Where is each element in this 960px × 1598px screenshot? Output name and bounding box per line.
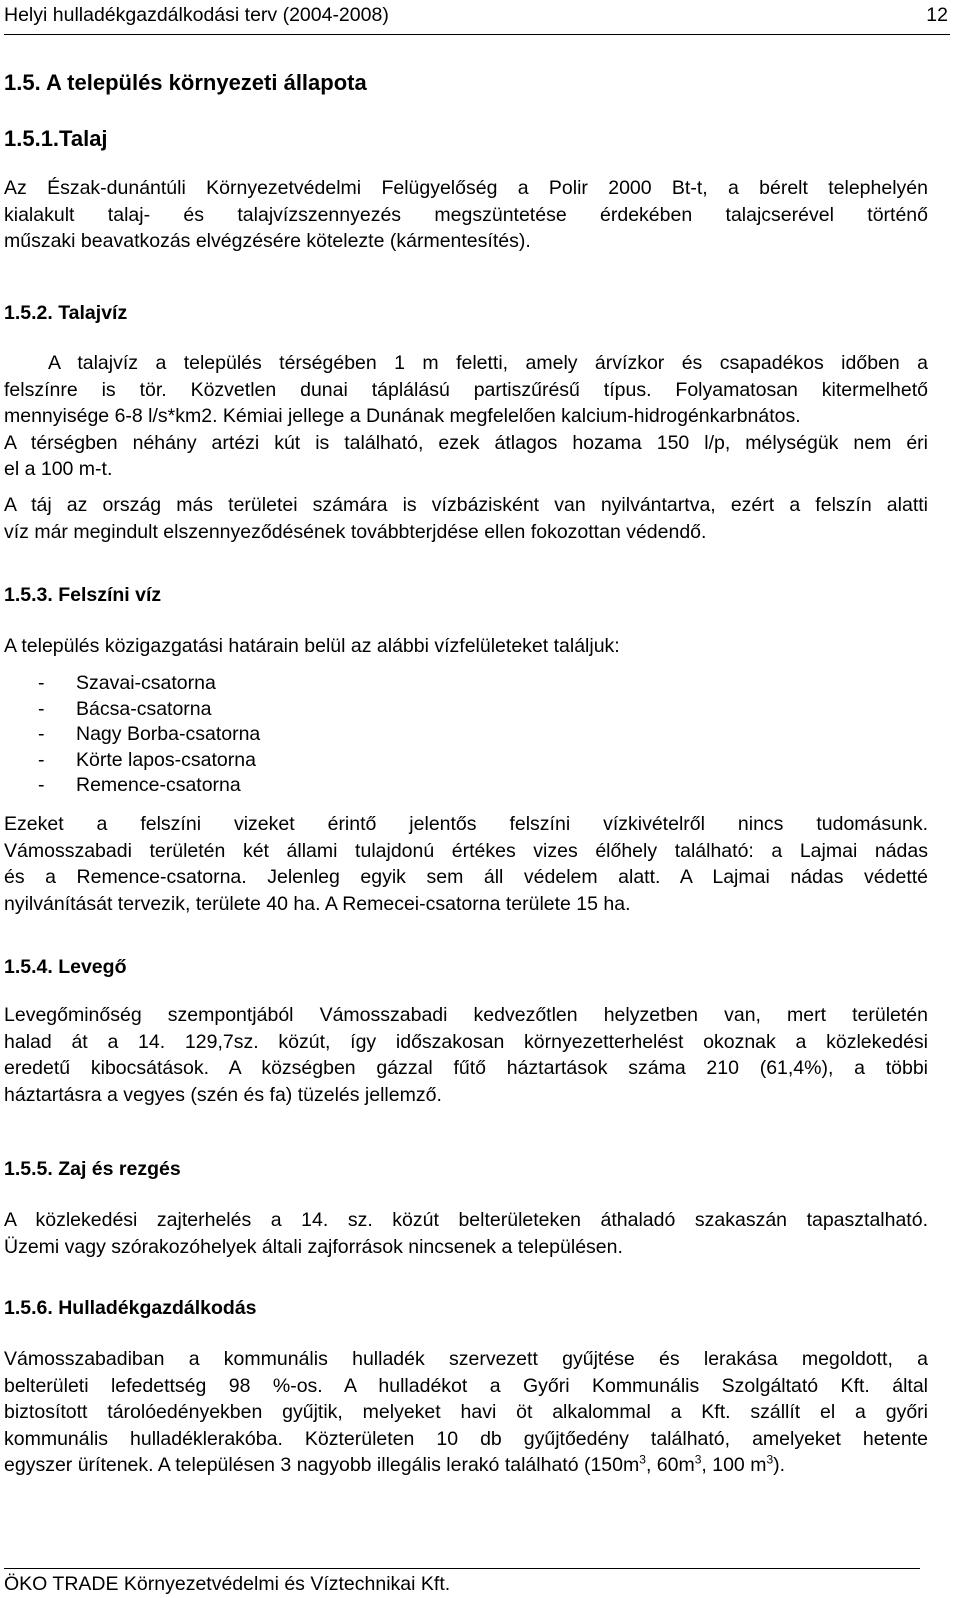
paragraph-line: egyszer ürítenek. A településen 3 nagyobb illegális lerakó található ($150m^3$, $60m^3$, 100 $m^3$). (4, 1452, 786, 1476)
paragraph-line: felszínre is tör. Közvetlen dunai táplálású partiszűrésű típus. Folyamatosan kitermelhető (4, 378, 928, 401)
talaj-paragraph (4, 175, 928, 255)
paragraph-line: Az Észak-dunántúli Környezetvédelmi Felügyelőség a Polir 2000 Bt-t, a bérelt telephelyén (4, 177, 928, 199)
paragraph-line: Vámosszabadiban a kommunális hulladék szervezett gyűjtése és lerakása megoldott, a (4, 1348, 928, 1370)
paragraph-line: műszaki beavatkozás elvégzésére kötelezte (kármentesítés). (4, 230, 531, 252)
paragraph-line: és a Remence-csatorna. Jelenleg egyik sem áll védelem alatt. A Lajmai nádas védetté (4, 866, 928, 888)
hulladek-paragraph (4, 1346, 928, 1479)
list-item: - Remence-csatorna (38, 774, 241, 796)
paragraph-line: Vámosszabadi területén két állami tulajdonú értékes vizes élőhely található: a Lajmai nádas (4, 839, 928, 862)
header-title: Helyi hulladékgazdálkodási terv (2004-2008) (4, 4, 389, 26)
footer-text: ÖKO TRADE Környezetvédelmi és Víztechnikai Kft. (4, 1573, 451, 1595)
felszini-paragraph (4, 811, 928, 917)
talaj-heading: 1.5.1.Talaj (4, 126, 108, 151)
list-item: - Körte lapos-csatorna (38, 748, 256, 771)
paragraph-line: biztosított tárolóedényekben gyűjtik, melyeket havi öt alkalommal a Kft. szállít el a győri (4, 1401, 928, 1423)
hulladek-heading: 1.5.6. Hulladékgazdálkodás (4, 1297, 257, 1319)
paragraph-line: kialakult talaj- és talajvízszennyezés megszüntetése érdekében talajcserével történő (4, 203, 928, 226)
felszini-heading: 1.5.3. Felszíni víz (4, 584, 162, 606)
page-header (4, 0, 950, 35)
talajviz-paragraph-2 (4, 492, 928, 545)
paragraph-line: el a 100 m-t. (4, 458, 113, 480)
paragraph-line: halad át a 14. 129,7sz. közút, így időszakosan környezetterhelést okoznak a közlekedési (4, 1030, 928, 1053)
zaj-paragraph (4, 1207, 928, 1260)
paragraph-line: belterületi lefedettség 98 %-os. A hulladékot a Győri Kommunális Szolgáltató Kft. által (4, 1374, 928, 1397)
levego-paragraph (4, 1002, 928, 1108)
paragraph-line: A térségben néhány artézi kút is található, ezek átlagos hozama 150 l/p, mélységük nem éri (4, 431, 928, 454)
paragraph-line: kommunális hulladéklerakóba. Közterületen 10 db gyűjtőedény található, amelyeket hetente (4, 1427, 928, 1450)
paragraph-line: A közlekedési zajterhelés a 14. sz. közút belterületeken áthaladó szakaszán tapasztalható. (4, 1209, 928, 1231)
paragraph-line: víz már megindult elszennyeződésének továbbterjdése ellen fokozottan védendő. (4, 520, 707, 543)
list-item: - Bácsa-csatorna (38, 697, 212, 720)
paragraph-line: háztartásra a vegyes (szén és fa) tüzelés jellemző. (4, 1083, 442, 1106)
zaj-heading: 1.5.5. Zaj és rezgés (4, 1158, 181, 1180)
paragraph-line: mennyisége 6-8 l/s*km2. Kémiai jellege a Dunának megfelelően kalcium-hidrogénkarbnátos. (4, 405, 801, 427)
levego-heading: 1.5.4. Levegő (4, 956, 127, 978)
waterway-list (4, 671, 928, 799)
talajviz-paragraph-1 (4, 350, 928, 483)
paragraph-line: nyilvánítását tervezik, területe 40 ha. A Remecei-csatorna területe 15 ha. (4, 892, 631, 915)
paragraph-line: A talajvíz a település térségében 1 m feletti, amely árvízkor és csapadékos időben a (48, 352, 928, 374)
paragraph-line: Üzemi vagy szórakozóhelyek általi zajforrások nincsenek a településen. (4, 1235, 623, 1258)
felszini-intro: A település közigazgatási határain belül az alábbi vízfelületeket találjuk: (4, 635, 620, 657)
paragraph-line: eredetű kibocsátások. A községben gázzal fűtő háztartások száma 210 (61,4%), a többi (4, 1057, 928, 1079)
talajviz-heading: 1.5.2. Talajvíz (4, 302, 128, 324)
paragraph-line: Ezeket a felszíni vizeket érintő jelentős felszíni vízkivételről nincs tudomásunk. (4, 813, 928, 835)
paragraph-line: A táj az ország más területei számára is vízbázisként van nyilvántartva, ezért a felszín alatti (4, 494, 928, 516)
page-number: 12 (926, 4, 948, 26)
paragraph-line: Levegőminőség szempontjából Vámosszabadi kedvezőtlen helyzetben van, mert területén (4, 1004, 928, 1026)
list-item: - Szavai-csatorna (38, 672, 216, 694)
list-item: - Nagy Borba-csatorna (38, 723, 261, 745)
section-heading: 1.5. A település környezeti állapota (4, 70, 367, 95)
page-footer (4, 1568, 920, 1598)
